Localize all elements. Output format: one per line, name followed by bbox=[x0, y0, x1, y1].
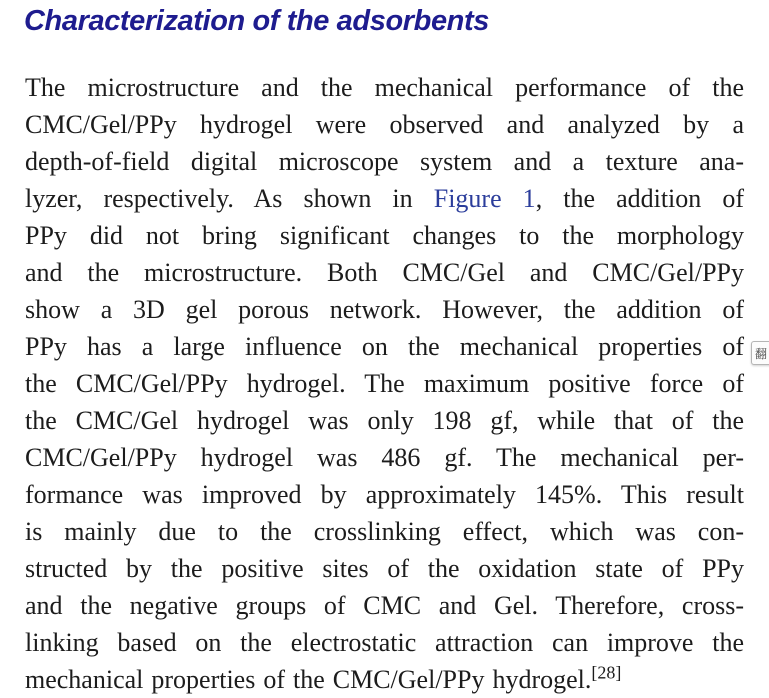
paragraph-line bbox=[25, 661, 744, 698]
text-segment: CMC/Gel/PPy hydrogel was 486 gf. The mechanical per- bbox=[25, 443, 744, 472]
paragraph-line bbox=[25, 291, 744, 328]
paragraph-line bbox=[25, 180, 744, 217]
text-segment: lyzer, respectively. As shown in bbox=[25, 184, 434, 213]
text-segment: the CMC/Gel hydrogel was only 198 gf, while that of the bbox=[25, 406, 744, 435]
paragraph-line bbox=[25, 254, 744, 291]
body-paragraph bbox=[25, 69, 744, 698]
text-segment: and the negative groups of CMC and Gel. Therefore, cross- bbox=[25, 591, 744, 620]
text-segment: CMC/Gel/PPy hydrogel were observed and analyzed by a bbox=[25, 110, 744, 139]
text-segment: depth-of-field digital microscope system and a texture ana- bbox=[25, 147, 744, 176]
text-segment: , the addition of bbox=[535, 184, 745, 213]
paragraph-line bbox=[25, 476, 744, 513]
text-segment: PPy did not bring significant changes to the morphology bbox=[25, 221, 744, 250]
text-segment: structed by the positive sites of the oxidation state of PPy bbox=[25, 554, 744, 583]
text-segment: and the microstructure. Both CMC/Gel and CMC/Gel/PPy bbox=[25, 258, 744, 287]
translate-icon: 翻 bbox=[755, 346, 768, 361]
paragraph-line bbox=[25, 550, 744, 587]
paragraph-line bbox=[25, 328, 744, 365]
text-segment: The microstructure and the mechanical performance of the bbox=[25, 73, 744, 102]
paragraph-line bbox=[25, 69, 744, 106]
paragraph-line bbox=[25, 513, 744, 550]
text-segment: the CMC/Gel/PPy hydrogel. The maximum positive force of bbox=[25, 369, 744, 398]
translate-popup-button[interactable] bbox=[751, 341, 769, 365]
text-segment: PPy has a large influence on the mechanical properties of bbox=[25, 332, 744, 361]
citation-ref-28[interactable]: [28] bbox=[591, 662, 622, 683]
paragraph-line bbox=[25, 106, 744, 143]
text-segment: linking based on the electrostatic attraction can improve the bbox=[25, 628, 744, 657]
section-heading: Characterization of the adsorbents bbox=[24, 5, 489, 37]
text-segment: mechanical properties of the CMC/Gel/PPy hydrogel. bbox=[25, 665, 592, 694]
text-segment: is mainly due to the crosslinking effect, which was con- bbox=[25, 517, 744, 546]
paragraph-line bbox=[25, 439, 744, 476]
paragraph-line bbox=[25, 402, 744, 439]
paragraph-line bbox=[25, 143, 744, 180]
text-segment: formance was improved by approximately 145%. This result bbox=[25, 480, 744, 509]
paragraph-line bbox=[25, 217, 744, 254]
figure-1-link[interactable]: Figure 1 bbox=[433, 184, 536, 213]
paragraph-line bbox=[25, 624, 744, 661]
text-segment: show a 3D gel porous network. However, the addition of bbox=[25, 295, 744, 324]
paragraph-line bbox=[25, 587, 744, 624]
paragraph-line bbox=[25, 365, 744, 402]
